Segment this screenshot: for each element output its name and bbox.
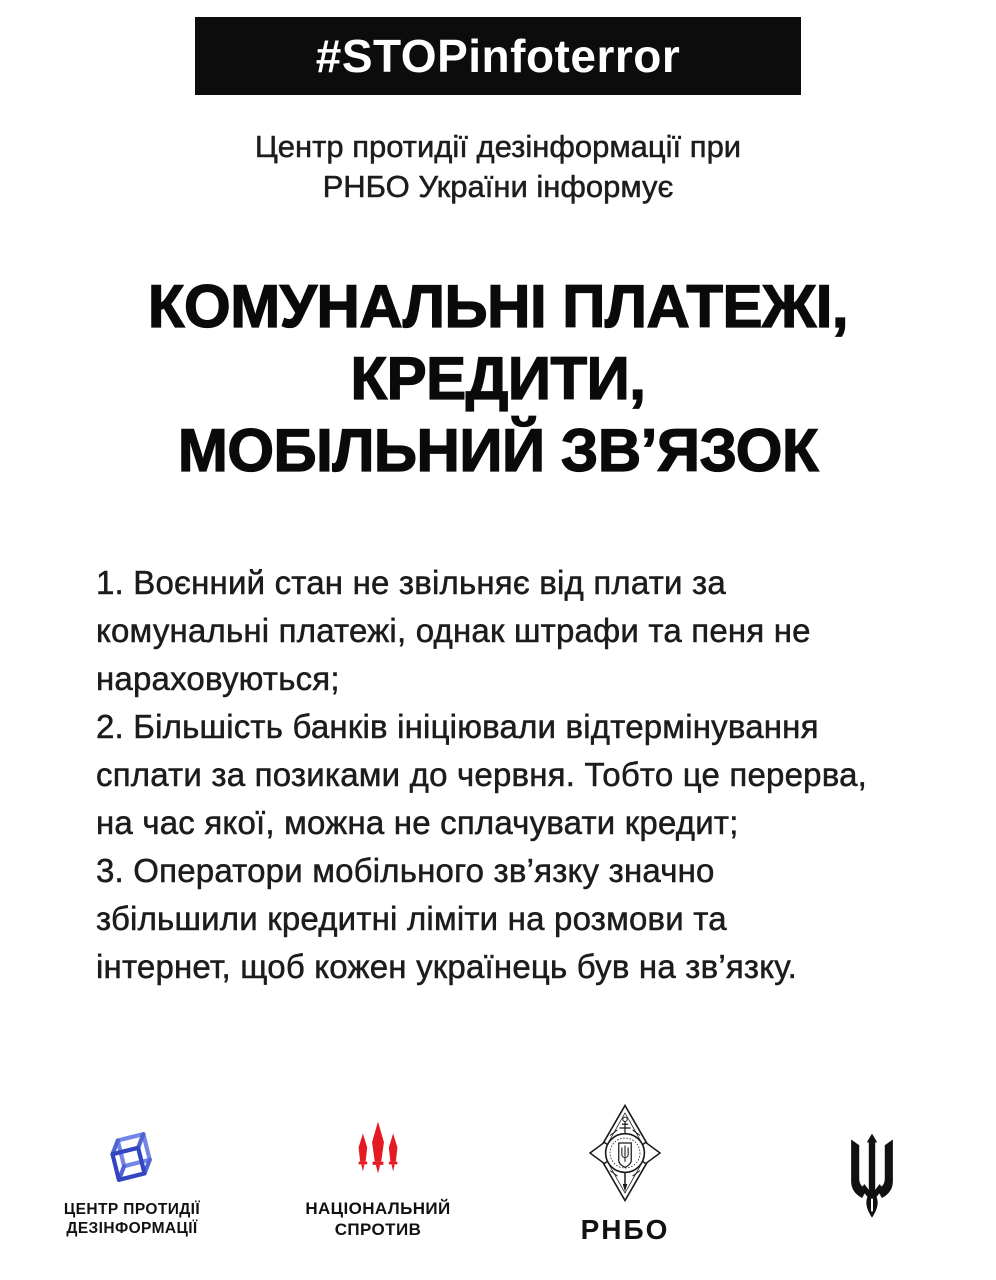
hashtag-banner	[195, 17, 801, 95]
body-line: 3. Оператори мобільного зв’язку значно	[96, 852, 715, 889]
resistance-label-line-1: НАЦІОНАЛЬНИЙ	[305, 1199, 451, 1218]
blue-wireframe-cube-icon	[101, 1128, 163, 1193]
logo-cpd	[32, 1128, 232, 1238]
subtitle-line-1: Центр протидії дезінформації при	[254, 129, 742, 164]
resistance-label-line-2: СПРОТИВ	[334, 1220, 422, 1239]
logo-resistance	[278, 1120, 478, 1240]
headline-line-1: КОМУНАЛЬНІ ПЛАТЕЖІ,	[147, 273, 849, 340]
hashtag-text: #STOPinfoterror	[315, 30, 681, 82]
ukraine-trident-icon	[843, 1132, 901, 1225]
cpd-label	[64, 1200, 200, 1238]
body-line: 2. Більшість банків ініціювали відтермінування	[96, 708, 819, 745]
logo-trident	[772, 1132, 972, 1225]
body-line: збільшили кредитні ліміти на розмови та	[96, 900, 727, 937]
body-line: сплати за позиками до червня. Тобто це перерва,	[96, 756, 867, 793]
nsdc-emblem-icon	[582, 1103, 668, 1208]
cpd-label-line-2: ДЕЗІНФОРМАЦІЇ	[66, 1220, 198, 1237]
subtitle-line-2: РНБО України інформує	[322, 169, 674, 204]
body-line: 1. Воєнний стан не звільняє від плати за	[96, 564, 726, 601]
body-line: на час якої, можна не сплачувати кредит;	[96, 804, 739, 841]
headline-line-3: МОБІЛЬНИЙ ЗВ’ЯЗОК	[177, 417, 819, 484]
rnbo-label: РНБО	[580, 1214, 670, 1245]
subtitle	[0, 127, 996, 207]
three-red-swords-icon	[351, 1120, 405, 1191]
headline	[0, 271, 996, 487]
cpd-label-line-1: ЦЕНТР ПРОТИДІЇ	[63, 1201, 201, 1218]
resistance-label	[305, 1198, 450, 1240]
headline-line-2: КРЕДИТИ,	[350, 345, 646, 412]
body-line: нараховуються;	[96, 660, 340, 697]
body-line: інтернет, щоб кожен українець був на зв’язку.	[96, 948, 798, 985]
body-line: комунальні платежі, однак штрафи та пеня не	[96, 612, 811, 649]
logo-rnbo	[520, 1103, 730, 1246]
body-text	[96, 559, 936, 991]
